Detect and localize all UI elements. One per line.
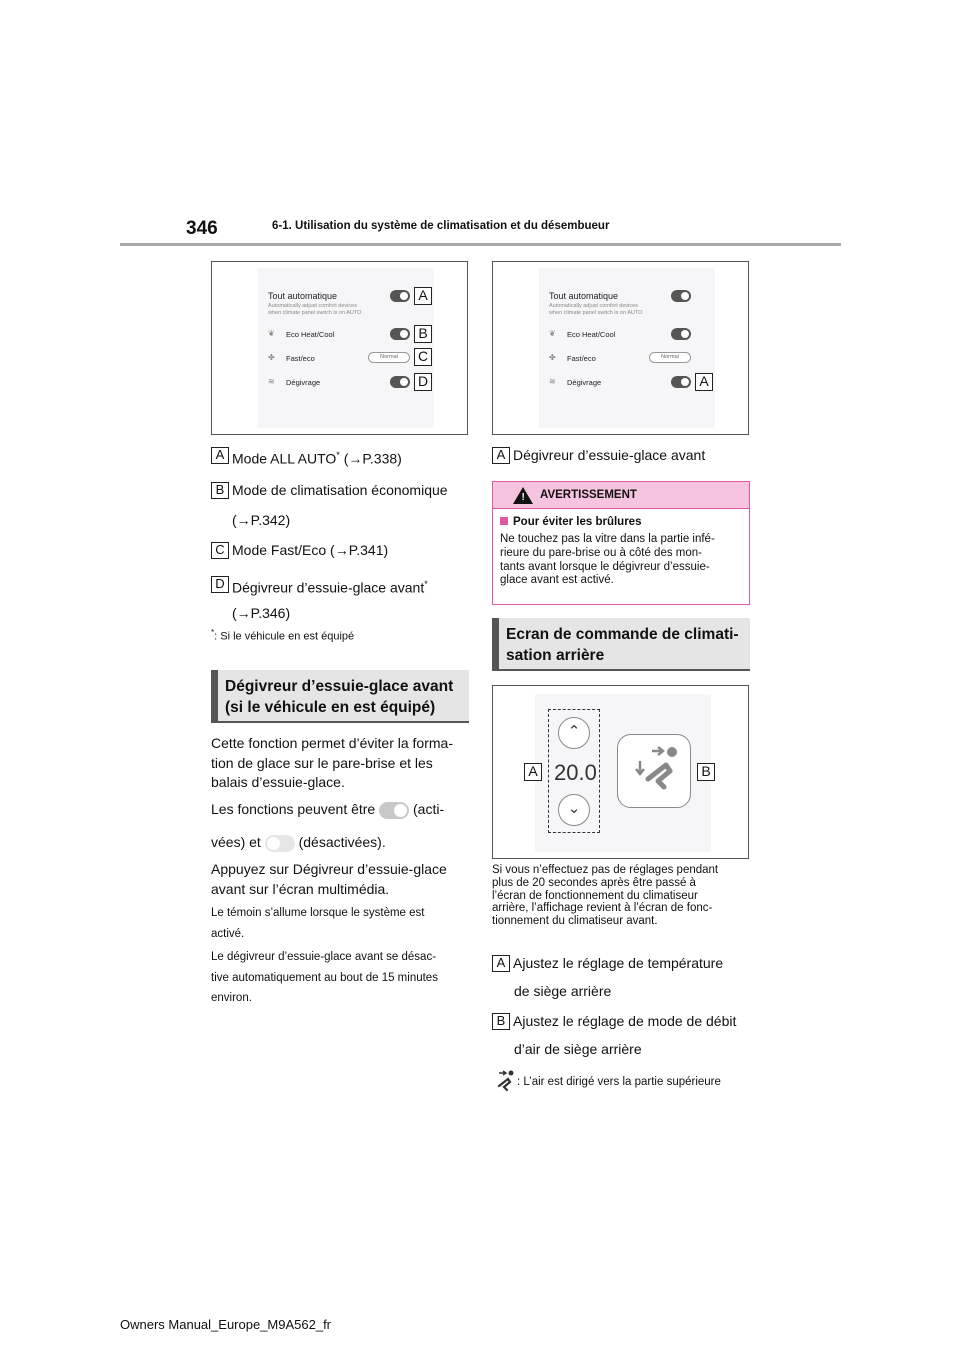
note-paragraph xyxy=(211,947,471,1009)
text-line: activé. xyxy=(211,927,245,940)
leaf-icon: ❦ xyxy=(268,329,275,338)
text-line: plus de 20 secondes après être passé à xyxy=(492,876,696,889)
list-item-b-ref: (→P.342) xyxy=(232,512,291,528)
body-paragraph xyxy=(211,734,469,793)
list-text: Mode ALL AUTO xyxy=(232,450,337,467)
callout-a: A xyxy=(695,373,713,391)
body-paragraph xyxy=(211,860,471,899)
list-item-a xyxy=(211,447,402,468)
chevron-up-icon: ⌃ xyxy=(558,717,590,749)
list-text: Mode de climatisation économique xyxy=(232,482,448,498)
callout-a: A xyxy=(524,763,542,781)
list-text: Dégivreur d’essuie-glace avant xyxy=(513,447,706,463)
item-eco: Eco Heat/Cool xyxy=(567,330,616,339)
list-key: A xyxy=(492,955,510,972)
text-line: tive automatiquement au bout de 15 minutes xyxy=(211,971,438,984)
pill-normal: Normal xyxy=(649,352,691,363)
list-item-b xyxy=(211,482,448,499)
footer: Owners Manual_Europe_M9A562_fr xyxy=(120,1317,332,1332)
screen-image xyxy=(539,268,715,428)
screen-subtitle: when climate panel switch is on AUTO xyxy=(268,310,362,316)
item-defog: Dégivrage xyxy=(286,378,321,387)
screen-image xyxy=(258,268,434,428)
warning-box xyxy=(492,481,750,605)
heading-line: Dégivreur d’essuie-glace avant xyxy=(225,678,454,695)
text-line: arrière, l’affichage revient à l’écran de fonc- xyxy=(492,902,713,915)
warning-text xyxy=(500,533,742,588)
chevron-down-icon: ⌄ xyxy=(558,794,590,826)
screen-subtitle: Automatically adjust comfort devices xyxy=(268,303,357,309)
screen-title: Tout automatique xyxy=(268,291,338,301)
text-line: Appuyez sur Dégivreur d’essuie-glace xyxy=(211,861,447,877)
text-line: tants avant lorsque le dégivreur d’essuie- xyxy=(500,560,710,573)
figure-climate-settings-right xyxy=(492,261,749,435)
heading-rule xyxy=(492,669,750,671)
body-paragraph xyxy=(492,864,754,928)
item-fast: Fast/eco xyxy=(286,354,315,363)
text-span: vées) et xyxy=(211,834,261,850)
footnote-mark: * xyxy=(424,579,428,589)
text-line: Le dégivreur d’essuie-glace avant se désac- xyxy=(211,951,437,963)
callout-a: A xyxy=(414,287,432,305)
body-paragraph xyxy=(211,833,471,853)
toggle-defog xyxy=(671,376,691,388)
airflow-mode-button xyxy=(617,734,691,808)
text-line: glace avant est activé. xyxy=(500,574,614,587)
airflow-upper-icon xyxy=(494,1068,516,1092)
square-bullet-icon xyxy=(500,517,508,525)
text-span: Les fonctions peuvent être xyxy=(211,801,376,817)
list-item-d xyxy=(211,576,428,597)
figure-climate-settings-left xyxy=(211,261,468,435)
screen-subtitle: when climate panel switch is on AUTO xyxy=(549,310,643,316)
page-ref: (→P.338) xyxy=(339,450,402,467)
toggle-off-icon xyxy=(265,835,295,852)
list-key: C xyxy=(211,542,229,559)
list-item-a xyxy=(492,447,705,464)
toggle-eco xyxy=(671,328,691,340)
item-eco: Eco Heat/Cool xyxy=(286,330,335,339)
item-fast: Fast/eco xyxy=(567,354,596,363)
item-defog: Dégivrage xyxy=(567,378,602,387)
warning-subtitle-text: Pour éviter les brûlures xyxy=(513,516,642,528)
text-line: Le témoin s’allume lorsque le système est xyxy=(211,907,425,919)
pill-normal: Normal xyxy=(368,352,410,363)
text-line: avant sur l’écran multimédia. xyxy=(211,880,390,897)
list-key: A xyxy=(211,447,229,464)
section-heading xyxy=(492,618,750,669)
text-span: (acti- xyxy=(413,801,445,817)
defog-icon: ≋ xyxy=(268,377,275,386)
footnote-text: : Si le véhicule en est équipé xyxy=(214,630,355,643)
heading-line: (si le véhicule en est équipé) xyxy=(225,699,436,716)
toggle-all-auto xyxy=(390,290,410,302)
list-item-b xyxy=(492,1013,736,1030)
warning-header xyxy=(493,482,749,509)
callout-b: B xyxy=(414,325,432,343)
text-line: environ. xyxy=(211,992,252,1004)
heading-rule xyxy=(211,721,469,723)
footnote xyxy=(211,628,354,643)
header-divider xyxy=(120,243,841,246)
section-title: 6-1. Utilisation du système de climatisation et du désembueur xyxy=(272,220,610,232)
list-text: Ajustez le réglage de température xyxy=(513,955,724,971)
body-paragraph xyxy=(211,800,471,820)
callout-b: B xyxy=(697,763,715,781)
toggle-eco xyxy=(390,328,410,340)
fan-icon: ✤ xyxy=(268,353,275,362)
text-line: rieure du pare-brise ou à côté des mon- xyxy=(500,546,702,559)
text-line: Si vous n’effectuez pas de réglages pendant xyxy=(492,864,719,876)
toggle-all-auto xyxy=(671,290,691,302)
warning-title: AVERTISSEMENT xyxy=(540,489,637,501)
text-span: (désactivées). xyxy=(298,834,386,850)
text-line: Ne touchez pas la vitre dans la partie infé- xyxy=(500,533,715,545)
list-item-d-ref: (→P.346) xyxy=(232,605,291,621)
text-line: l’écran de fonctionnement du climatiseur xyxy=(492,889,698,902)
list-key: B xyxy=(211,482,229,499)
footnote-mark: * xyxy=(211,628,215,637)
airflow-note: : L’air est dirigé vers la partie supérieure xyxy=(517,1076,721,1088)
footnote-mark: * xyxy=(336,450,340,460)
defog-icon: ≋ xyxy=(549,377,556,386)
toggle-defog xyxy=(390,376,410,388)
list-key: B xyxy=(492,1013,510,1030)
text-line: balais d’essuie-glace. xyxy=(211,774,345,790)
list-key: A xyxy=(492,447,510,464)
exclamation-icon: ! xyxy=(521,492,525,503)
screen-subtitle: Automatically adjust comfort devices xyxy=(549,303,638,309)
note-paragraph xyxy=(211,903,471,944)
heading-line: sation arrière xyxy=(506,647,605,664)
fan-icon: ✤ xyxy=(549,353,556,362)
text-line: tionnement du climatiseur avant. xyxy=(492,915,658,928)
list-item-a xyxy=(492,955,723,972)
leaf-icon: ❦ xyxy=(549,329,556,338)
text-line: tion de glace sur le pare-brise et les xyxy=(211,754,433,771)
list-text: Mode Fast/Eco (→P.341) xyxy=(232,542,389,558)
list-item-b-cont: d’air de siège arrière xyxy=(514,1041,642,1057)
list-text: Dégivreur d’essuie-glace avant xyxy=(232,579,425,596)
text-line: Cette fonction permet d’éviter la forma- xyxy=(211,735,453,751)
airflow-seat-icon xyxy=(618,735,692,809)
callout-d: D xyxy=(414,373,432,391)
figure-rear-climate xyxy=(492,685,749,859)
callout-c: C xyxy=(414,348,432,366)
warning-subtitle xyxy=(500,516,641,528)
page-number: 346 xyxy=(186,218,218,239)
list-text: Ajustez le réglage de mode de débit xyxy=(513,1013,737,1029)
heading-line: Ecran de commande de climati- xyxy=(506,626,739,643)
list-item-c xyxy=(211,542,388,559)
toggle-on-icon xyxy=(379,802,409,819)
section-heading xyxy=(211,670,469,721)
list-key: D xyxy=(211,576,229,593)
temperature-display: 20.0 xyxy=(554,760,597,785)
screen-title: Tout automatique xyxy=(549,291,619,301)
list-item-a-cont: de siège arrière xyxy=(514,983,612,999)
